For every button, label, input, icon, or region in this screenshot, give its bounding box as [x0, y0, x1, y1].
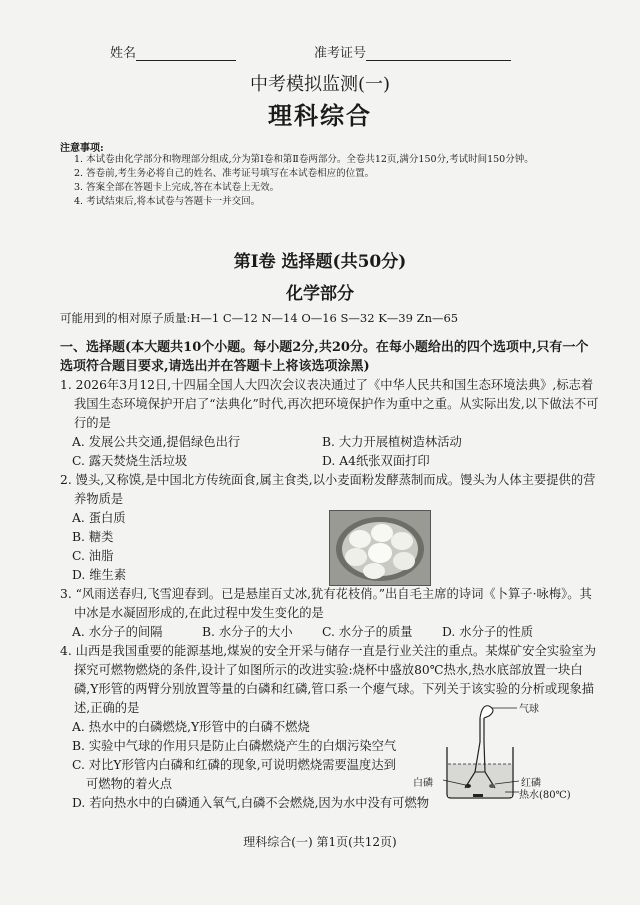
option: B. 实验中气球的作用只是防止白磷燃烧产生的白烟污染空气: [72, 739, 397, 753]
option: B. 大力开展植树造林活动: [322, 435, 462, 449]
option: D. 若向热水中的白磷通入氧气,白磷不会燃烧,因为水中没有可燃物: [72, 796, 430, 810]
exam-title: 中考模拟监测(一): [249, 74, 391, 95]
question-stem: 3. “风雨送春归,飞雪迎春到。已是悬崖百丈冰,犹有花枝俏。”出自毛主席的诗词《卜算子·咏梅》。其中冰是水凝固形成的,在此过程中发生变化的是: [60, 587, 592, 620]
notice-item: 1. 本试卷由化学部分和物理部分组成,分为第Ⅰ卷和第Ⅱ卷两部分。全卷共12页,满分150分,考试时间150分钟。: [74, 154, 534, 165]
option: B. 水分子的大小: [202, 625, 293, 639]
name-label: 姓名: [110, 46, 137, 61]
question-stem: 1. 2026年3月12日,十四届全国人大四次会议表决通过了《中华人民共和国生态环境法典》,标志着我国生态环境保护开启了“法典化”时代,再次把环境保护作为重中之重。从实际出发,以下做法不可行的是: [60, 378, 599, 430]
option-row: [60, 433, 600, 452]
notice-item: 2. 答卷前,考生务必将自己的姓名、准考证号填写在本试卷相应的位置。: [74, 168, 375, 179]
atomic-masses: 可能用到的相对原子质量:H—1 C—12 N—14 O—16 S—32 K—39 Zn—65: [60, 311, 459, 325]
name-blank: [136, 48, 236, 61]
notice-list: [60, 153, 590, 209]
exam-number-label: 准考证号: [314, 46, 367, 61]
page-footer: 理科综合(一) 第1页(共12页): [243, 835, 397, 849]
exam-number-blank: [366, 48, 511, 61]
option: A. 热水中的白磷燃烧,Y形管中的白磷不燃烧: [72, 720, 310, 734]
name-field: [110, 42, 236, 61]
exam-number-field: [314, 42, 511, 61]
question-stem: 2. 馒头,又称馍,是中国北方传统面食,属主食类,以小麦面粉发酵蒸制而成。馒头为人体主要提供的营养物质是: [60, 473, 596, 506]
notice-item: 3. 答案全部在答题卡上完成,答在本试卷上无效。: [74, 182, 280, 193]
option: D. 维生素: [72, 568, 127, 582]
option: D. A4纸张双面打印: [322, 454, 430, 468]
option: C. 油脂: [72, 549, 114, 563]
section-title: 第Ⅰ卷 选择题(共50分): [233, 252, 407, 272]
option: A. 发展公共交通,提倡绿色出行: [72, 435, 241, 449]
notice-item: 4. 考试结束后,将本试卷与答题卡一并交回。: [74, 196, 261, 207]
steamed-bun-photo: [329, 510, 431, 586]
white-phosphorus-label: 白磷: [413, 778, 433, 789]
part-heading: 一、选择题(本大题共10个小题。每小题2分,共20分。在每小题给出的四个选项中,只有一个选项符合题目要求,请选出并在答题卡上将该选项涂黑): [60, 340, 589, 374]
subject-title: 理科综合: [268, 101, 372, 130]
option-row: [60, 623, 600, 642]
red-phosphorus-label: 红磷: [521, 778, 541, 789]
option-row: [60, 452, 600, 471]
experiment-figure: [413, 702, 571, 802]
option: A. 蛋白质: [72, 511, 126, 525]
option: A. 水分子的间隔: [72, 625, 163, 639]
option: C. 对比Y形管内白磷和红磷的现象,可说明燃烧需要温度达到可燃物的着火点: [72, 758, 396, 791]
balloon-label: 气球: [519, 704, 539, 715]
option: C. 水分子的质量: [322, 625, 413, 639]
option-list: [60, 718, 400, 794]
section-subtitle: 化学部分: [286, 284, 354, 304]
question-stem: 4. 山西是我国重要的能源基地,煤炭的安全开采与储存一直是行业关注的重点。某煤矿安全实验室为探究可燃物燃烧的条件,设计了如图所示的改进实验:烧杯中盛放80℃热水,热水底部放置一块白磷,Y形管的两臂分别放置等量的白磷和红磷,管口系一个瘪气球。下列关于该实验的分析或现象描述,正确的是: [60, 644, 597, 715]
option: B. 糖类: [72, 530, 114, 544]
notice-heading: 注意事项:: [60, 143, 104, 154]
option: D. 水分子的性质: [442, 625, 534, 639]
option: C. 露天焚烧生活垃圾: [72, 454, 188, 468]
hot-water-label: 热水(80℃): [519, 790, 571, 801]
